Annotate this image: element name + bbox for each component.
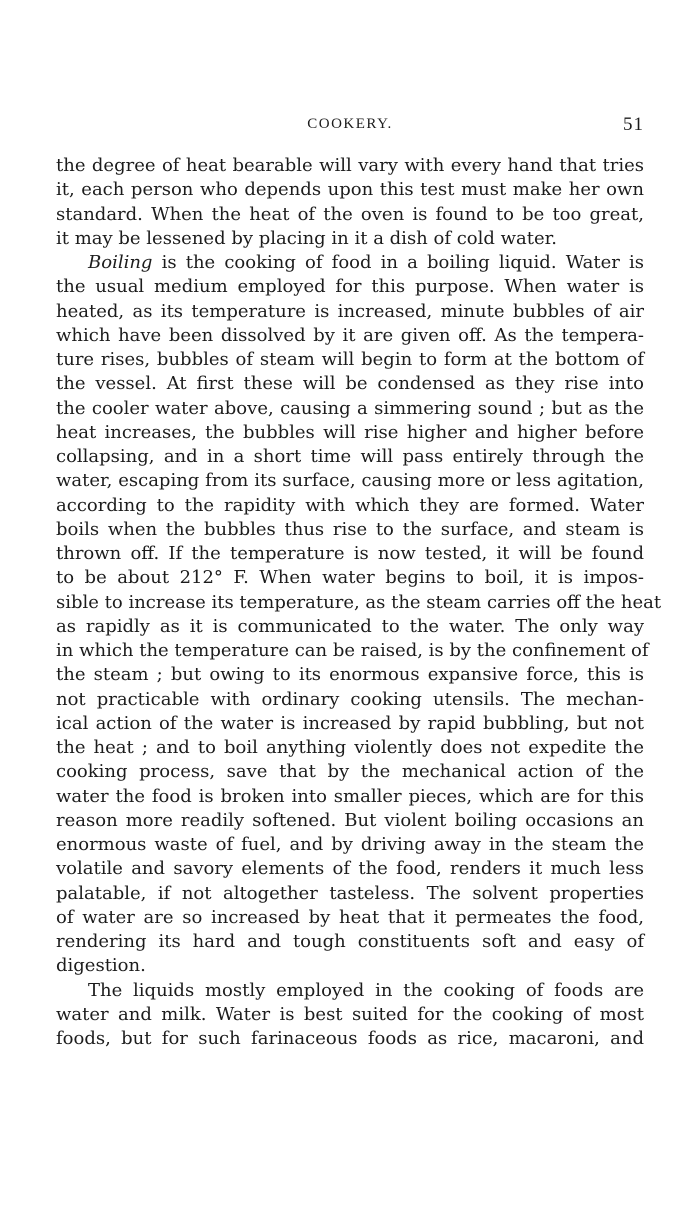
text-line	[56, 251, 644, 275]
text-line: rendering its hard and tough constituents soft and easy of	[56, 931, 644, 952]
text-line: the steam ; but owing to its enormous expansive force, this is	[56, 664, 644, 686]
running-head	[56, 116, 644, 138]
text-line: water the food is broken into smaller pieces, which are for this	[56, 785, 644, 807]
page-number: 51	[623, 114, 644, 135]
text-line: it, each person who depends upon this test must make her own	[56, 179, 644, 201]
text-line: foods, but for such farinaceous foods as rice, macaroni, and	[56, 1028, 644, 1049]
text-line: the usual medium employed for this purpose. When water is	[56, 276, 644, 298]
text-line: which have been dissolved by it are given off. As the tempera-	[56, 324, 644, 346]
text-line: the degree of heat bearable will vary with every hand that tries	[56, 155, 644, 176]
text-line: the cooler water above, causing a simmering sound ; but as the	[56, 397, 644, 419]
text-line: boils when the bubbles thus rise to the surface, and steam is	[56, 518, 644, 540]
text-line: water, escaping from its surface, causing more or less agitation,	[56, 470, 644, 492]
text-line: in which the temperature can be raised, is by the confinement of	[56, 640, 649, 661]
text-line: to be about 212° F. When water begins to boil, it is impos-	[56, 567, 644, 589]
text-line: The liquids mostly employed in the cooking of foods are	[88, 979, 644, 1001]
text-line: enormous waste of fuel, and by driving away in the steam the	[56, 834, 644, 855]
paragraph-boiling	[56, 251, 662, 979]
running-title: COOKERY.	[307, 116, 393, 132]
text-line: the vessel. At first these will be condensed as they rise into	[56, 373, 644, 395]
text-line: heat increases, the bubbles will rise higher and higher before	[56, 421, 644, 443]
text-line: thrown off. If the temperature is now tested, it will be found	[56, 543, 644, 564]
paragraph-oven-heat	[56, 154, 644, 251]
text-line: it may be lessened by placing in it a dish of cold water.	[56, 227, 558, 249]
text-line: volatile and savory elements of the food, renders it much less	[56, 858, 644, 880]
text-line: ical action of the water is increased by rapid bubbling, but not	[56, 712, 644, 734]
text-line: sible to increase its temperature, as the steam carries off the heat	[56, 591, 662, 613]
text-line: reason more readily softened. But violent boiling occasions an	[56, 809, 644, 831]
text-line: the heat ; and to boil anything violently does not expedite the	[56, 737, 644, 758]
text-line: cooking process, save that by the mechanical action of the	[56, 761, 644, 783]
text-line: collapsing, and in a short time will pass entirely through the	[56, 446, 644, 467]
text-line: ture rises, bubbles of steam will begin to form at the bottom of	[56, 349, 644, 370]
text-line: digestion.	[56, 955, 146, 977]
body-text	[56, 154, 662, 1051]
text-line: according to the rapidity with which they are formed. Water	[56, 494, 644, 516]
text-line-rest: is the cooking of food in a boiling liquid. Water is	[152, 252, 644, 273]
text-line: heated, as its temperature is increased, minute bubbles of air	[56, 300, 644, 322]
text-line: as rapidly as it is communicated to the water. The only way	[56, 615, 644, 637]
paragraph-liquids	[56, 979, 644, 1052]
text-line: water and milk. Water is best suited for the cooking of most	[56, 1003, 644, 1025]
text-line: of water are so increased by heat that it permeates the food,	[56, 906, 644, 928]
text-line: standard. When the heat of the oven is found to be too great,	[56, 203, 644, 225]
text-line: not practicable with ordinary cooking utensils. The mechan-	[56, 688, 644, 710]
text-line: palatable, if not altogether tasteless. The solvent properties	[56, 882, 644, 904]
boiling-term: Boiling	[88, 252, 153, 273]
